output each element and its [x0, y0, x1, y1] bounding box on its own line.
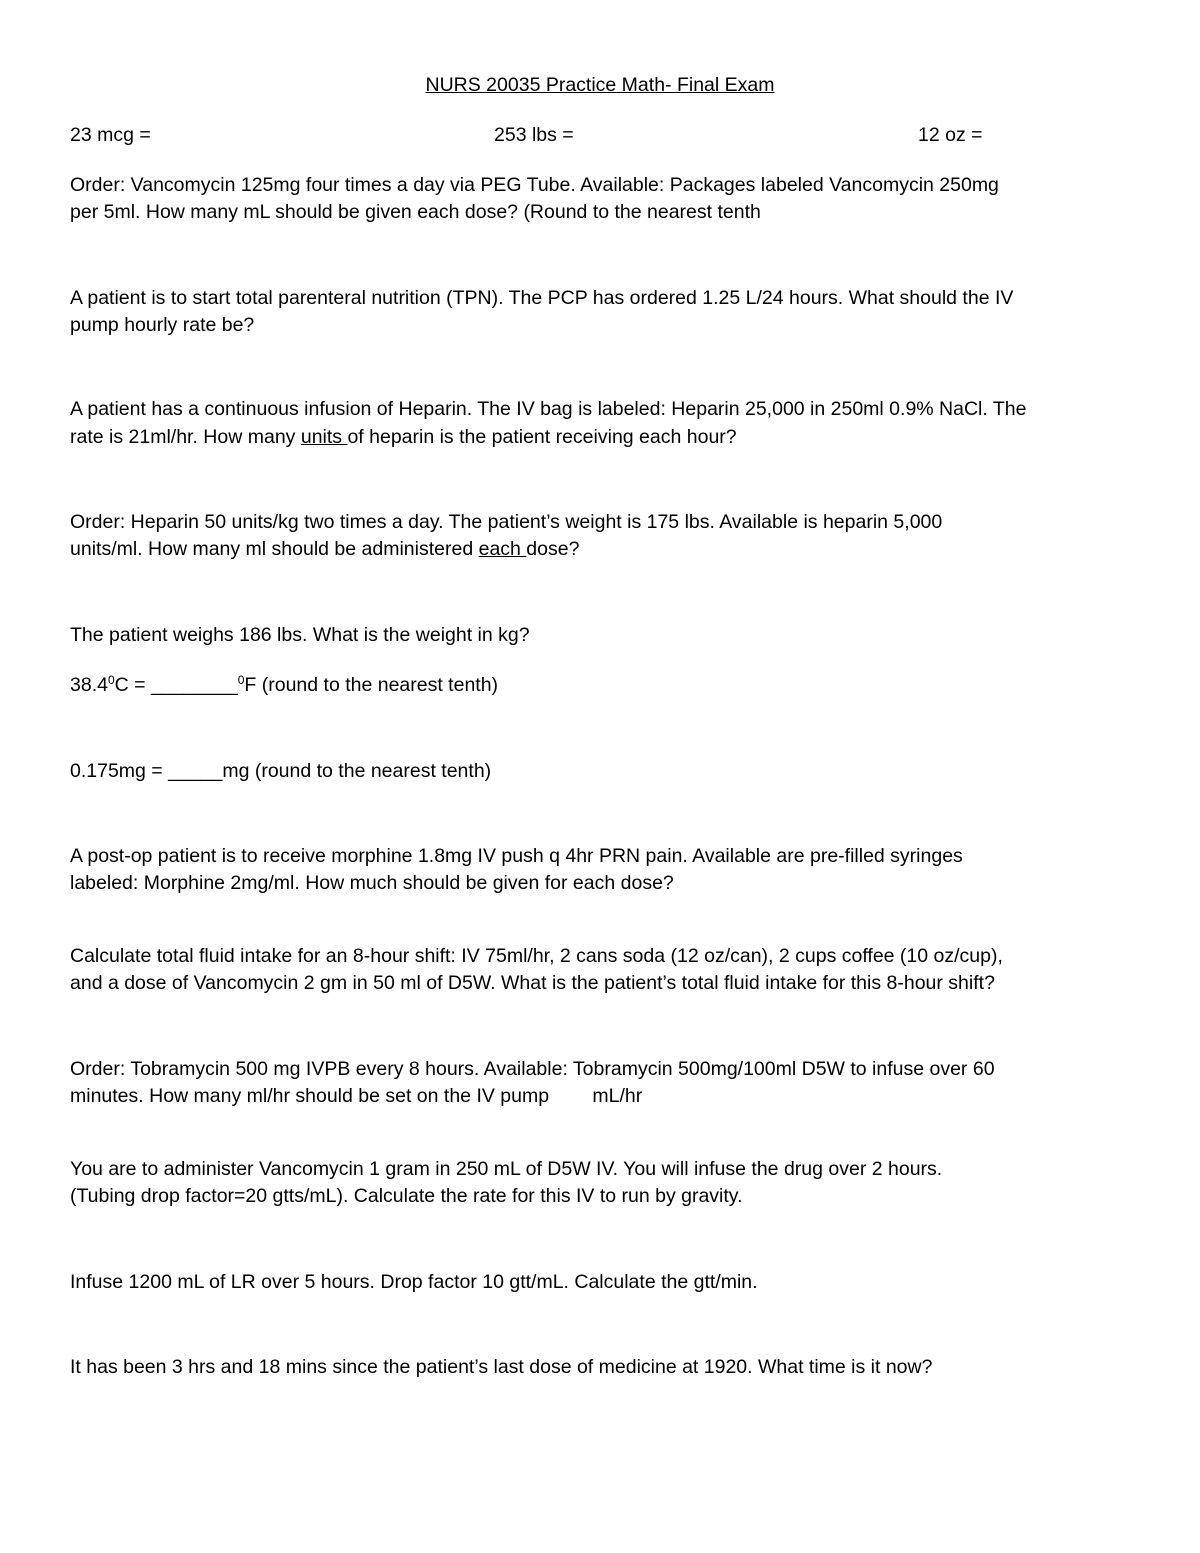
question-line: (Tubing drop factor=20 gtts/mL). Calculate the rate for this IV to run by gravity. [70, 1185, 743, 1207]
conversion-mcg: 23 mcg = [70, 124, 151, 146]
text-run: dose? [526, 538, 580, 560]
text-run: 38.4 [70, 674, 108, 696]
question-line: and a dose of Vancomycin 2 gm in 50 ml of D5W. What is the patient’s total fluid intake for this 8-hour shift? [70, 972, 995, 994]
question-mg-conversion: 0.175mg = _____mg (round to the nearest tenth) [70, 760, 492, 782]
question-line: per 5ml. How many mL should be given each dose? (Round to the nearest tenth [70, 201, 761, 223]
question-line: minutes. How many ml/hr should be set on the IV pump mL/hr [70, 1085, 643, 1107]
conversion-oz: 12 oz = [918, 124, 983, 146]
conversion-lbs: 253 lbs = [494, 124, 574, 146]
question-line: Order: Tobramycin 500 mg IVPB every 8 hours. Available: Tobramycin 500mg/100ml D5W to infuse over 60 [70, 1058, 995, 1080]
underlined-text: units [300, 426, 348, 448]
question-line [70, 424, 737, 450]
question-drip-rate: Infuse 1200 mL of LR over 5 hours. Drop factor 10 gtt/mL. Calculate the gtt/min. [70, 1271, 758, 1293]
degree-mark: 0 [107, 673, 115, 687]
question-line: A patient is to start total parenteral nutrition (TPN). The PCP has ordered 1.25 L/24 hours. What should the IV [70, 287, 1014, 309]
question-time: It has been 3 hrs and 18 mins since the patient’s last dose of medicine at 1920. What time is it now? [70, 1356, 933, 1378]
text-run: F (round to the nearest tenth) [244, 674, 499, 696]
question-line: Order: Vancomycin 125mg four times a day via PEG Tube. Available: Packages labeled Vancomycin 250mg [70, 174, 999, 196]
text-run: rate is 21ml/hr. How many [70, 426, 301, 448]
question-line: pump hourly rate be? [70, 314, 255, 336]
text-run: of heparin is the patient receiving each hour? [347, 426, 737, 448]
text-run: C = ________ [114, 674, 238, 696]
question-line: labeled: Morphine 2mg/ml. How much should be given for each dose? [70, 872, 674, 894]
question-line: Order: Heparin 50 units/kg two times a day. The patient’s weight is 175 lbs. Available is heparin 5,000 [70, 511, 943, 533]
question-weight-kg: The patient weighs 186 lbs. What is the weight in kg? [70, 624, 530, 646]
page-title: NURS 20035 Practice Math- Final Exam [425, 74, 775, 96]
question-line [70, 536, 579, 562]
question-temperature [70, 672, 498, 698]
question-line: A post-op patient is to receive morphine 1.8mg IV push q 4hr PRN pain. Available are pre-filled syringes [70, 845, 963, 867]
degree-mark: 0 [237, 673, 245, 687]
question-line: Calculate total fluid intake for an 8-hour shift: IV 75ml/hr, 2 cans soda (12 oz/can), 2 cups coffee (10 oz/cup), [70, 945, 1003, 967]
question-line: A patient has a continuous infusion of Heparin. The IV bag is labeled: Heparin 25,000 in 250ml 0.9% NaCl. The [70, 398, 1027, 420]
text-run: units/ml. How many ml should be administered [70, 538, 479, 560]
underlined-text: each [478, 538, 527, 560]
question-line: You are to administer Vancomycin 1 gram in 250 mL of D5W IV. You will infuse the drug over 2 hours. [70, 1158, 943, 1180]
